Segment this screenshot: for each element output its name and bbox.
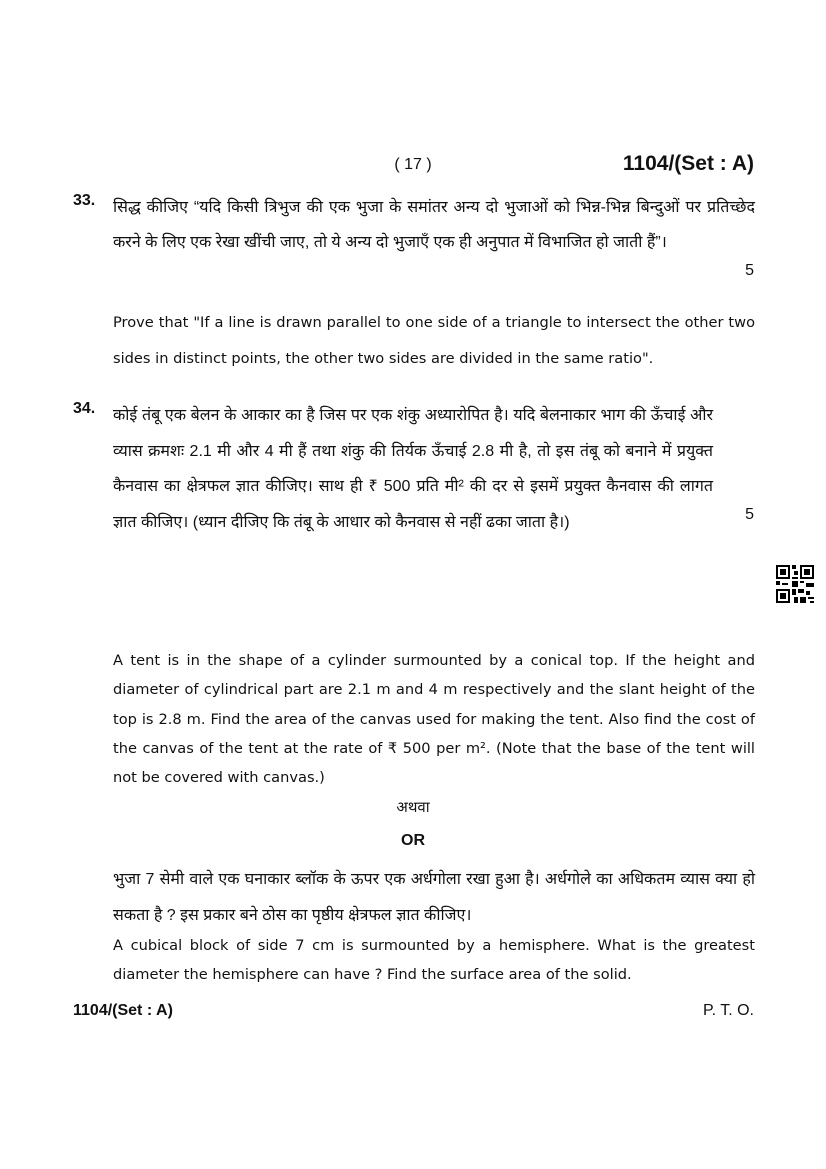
question-34-marks: 5: [745, 506, 754, 523]
page-number: ( 17 ): [394, 156, 432, 173]
question-34-hindi: कोई तंबू एक बेलन के आकार का है जिस पर एक शंकु अध्यारोपित है। यदि बेलनाकार भाग की ऊँचाई और व्यास क्रमशः 2.1 मी और 4 मी हैं तथा शंकु की तिर्यक ऊँचाई 2.8 मी है, तो इस तंबू को बनाने में प्रयुक्त कैनवास का क्षेत्रफल ज्ञात कीजिए। साथ ही ₹ 500 प्रति मी² की दर से इसमें प्रयुक्त कैनवास की लागत ज्ञात कीजिए। (ध्यान दीजिए कि तंबू के आधार को कैनवास से नहीं ढका जाता है।): [113, 407, 713, 531]
set-code-footer: 1104/(Set : A): [73, 1002, 173, 1019]
question-33-marks: 5: [745, 262, 754, 279]
question-33-english: Prove that "If a line is drawn parallel to one side of a triangle to intersect the other two sides in distinct points, the other two sides are divided in the same ratio".: [113, 314, 755, 367]
question-34-english: A tent is in the shape of a cylinder surmounted by a conical top. If the height and diameter of cylindrical part are 2.1 m and 4 m respectively and the slant height of the top is 2.8 m. Find the area of the canvas used for making the tent. Also find the cost of the canvas of the tent at the rate of ₹ 500 per m². (Note that the base of the tent will not be covered with canvas.): [113, 652, 755, 787]
qr-code: [776, 565, 814, 603]
set-code-header: 1104/(Set : A): [622, 152, 754, 175]
question-number-34: 34.: [73, 400, 96, 417]
or-hindi: अथवा: [396, 799, 430, 816]
question-34-alt-hindi: भुजा 7 सेमी वाले एक घनाकार ब्लॉक के ऊपर एक अर्धगोला रखा हुआ है। अर्धगोले का अधिकतम व्यास क्या हो सकता है ? इस प्रकार बने ठोस का पृष्ठीय क्षेत्रफल ज्ञात कीजिए।: [113, 871, 755, 924]
question-number-33: 33.: [73, 192, 96, 209]
or-english: OR: [401, 832, 425, 849]
question-34-alt-english: A cubical block of side 7 cm is surmounted by a hemisphere. What is the greatest diameter the hemisphere can have ? Find the surface area of the solid.: [113, 937, 755, 984]
question-33-hindi: सिद्ध कीजिए “यदि किसी त्रिभुज की एक भुजा के समांतर अन्य दो भुजाओं को भिन्न-भिन्न बिन्दुओं पर प्रतिच्छेद करने के लिए एक रेखा खींची जाए, तो ये अन्य दो भुजाएँ एक ही अनुपात में विभाजित हो जाती हैं”।: [113, 199, 755, 251]
pto-label: P. T. O.: [703, 1002, 754, 1019]
